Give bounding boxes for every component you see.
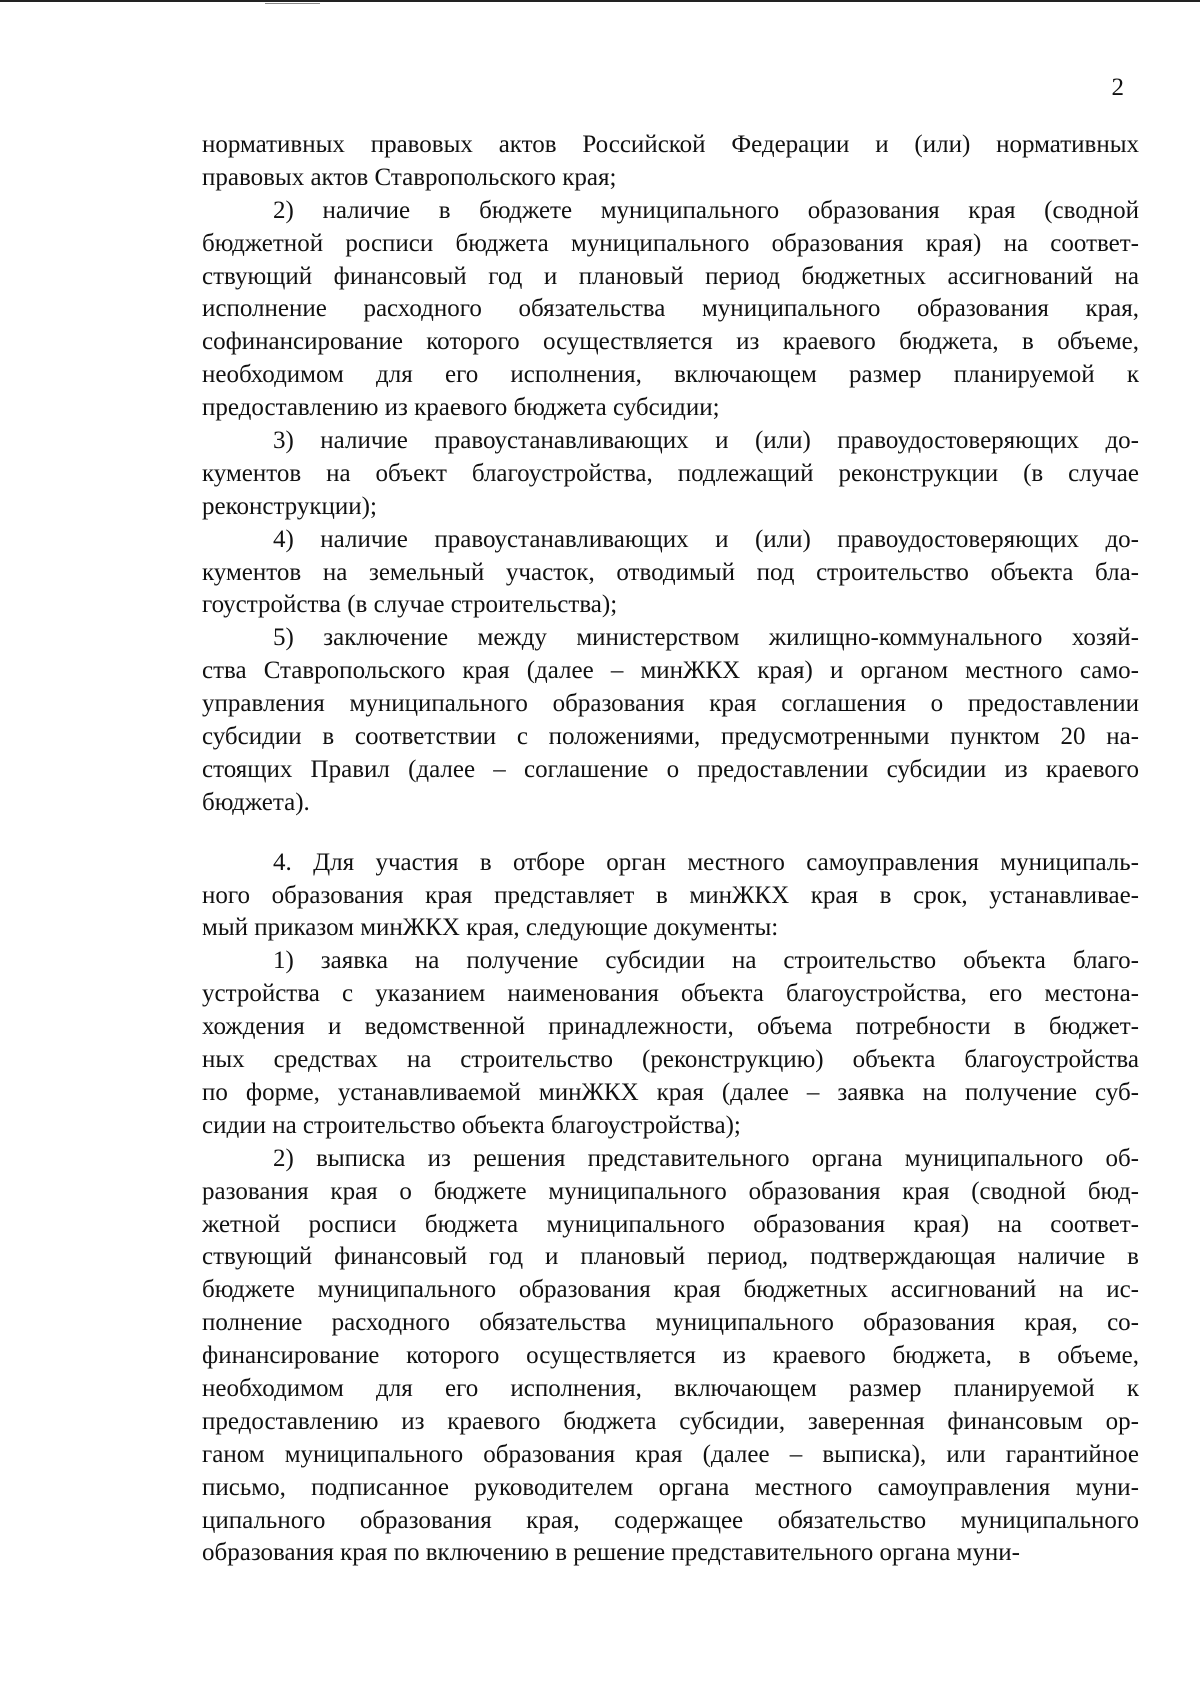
top-border-rule [0, 0, 1200, 2]
text-line: необходимом для его исполнения, включающем размер планируемой к [202, 361, 1139, 389]
text-line: ципального образования края, содержащее обязательство муниципального [202, 1506, 1139, 1534]
text-line: письмо, подписанное руководителем органа местного самоуправления муни- [202, 1473, 1139, 1501]
text-line: предоставлению из краевого бюджета субсидии; [202, 394, 720, 422]
text-line: 4) наличие правоустанавливающих и (или) правоудостоверяющих до- [273, 525, 1139, 553]
text-line: исполнение расходного обязательства муниципального образования края, [202, 295, 1139, 323]
top-border-mark [265, 3, 320, 4]
text-line: хождения и ведомственной принадлежности, объема потребности в бюджет- [202, 1013, 1139, 1041]
text-line: ствующий финансовый год и плановый период бюджетных ассигнований на [202, 262, 1139, 290]
text-line: жетной росписи бюджета муниципального образования края) на соответ- [202, 1210, 1139, 1238]
text-line: правовых актов Ставропольского края; [202, 163, 617, 191]
text-line: полнение расходного обязательства муниципального образования края, со- [202, 1309, 1139, 1337]
text-line: бюджета). [202, 788, 310, 816]
text-line: предоставлению из краевого бюджета субсидии, заверенная финансовым ор- [202, 1407, 1139, 1435]
text-line: ного образования края представляет в минЖКХ края в срок, устанавливае- [202, 881, 1139, 909]
text-line: софинансирование которого осуществляется из краевого бюджета, в объеме, [202, 328, 1139, 356]
paragraph [202, 945, 1139, 1142]
text-line: субсидии в соответствии с положениями, предусмотренными пунктом 20 на- [202, 723, 1139, 751]
paragraph [202, 1143, 1139, 1571]
text-line: ных средствах на строительство (реконструкцию) объекта благоустройства [202, 1046, 1139, 1074]
text-line: необходимом для его исполнения, включающем размер планируемой к [202, 1374, 1139, 1402]
text-line: 2) выписка из решения представительного органа муниципального об- [273, 1144, 1139, 1172]
text-line: гоустройства (в случае строительства); [202, 591, 618, 619]
section-gap [202, 820, 1139, 847]
text-line: управления муниципального образования края соглашения о предоставлении [202, 690, 1139, 718]
text-line: нормативных правовых актов Российской Федерации и (или) нормативных [202, 131, 1139, 158]
text-line: образования края по включению в решение представительного органа муни- [202, 1539, 1020, 1567]
document-section [202, 847, 1139, 1571]
text-line: сидии на строительство объекта благоустройства); [202, 1111, 741, 1139]
paragraph [202, 524, 1139, 623]
paragraph [202, 622, 1139, 819]
text-line: бюджете муниципального образования края бюджетных ассигнований на ис- [202, 1276, 1139, 1304]
text-line: кументов на объект благоустройства, подлежащий реконструкции (в случае [202, 459, 1139, 487]
page-number: 2 [1111, 74, 1124, 101]
text-line: реконструкции); [202, 492, 377, 520]
document-section [202, 129, 1139, 820]
text-line: бюджетной росписи бюджета муниципального образования края) на соответ- [202, 229, 1139, 257]
text-line: ствующий финансовый год и плановый период, подтверждающая наличие в [202, 1243, 1139, 1271]
paragraph [202, 195, 1139, 425]
text-line: мый приказом минЖКХ края, следующие документы: [202, 914, 779, 942]
text-line: устройства с указанием наименования объекта благоустройства, его местона- [202, 980, 1139, 1008]
text-line: 4. Для участия в отборе орган местного самоуправления муниципаль- [273, 848, 1139, 876]
paragraph [202, 425, 1139, 524]
document-body [202, 129, 1139, 1570]
text-line: разования края о бюджете муниципального образования края (сводной бюд- [202, 1177, 1139, 1205]
text-line: 3) наличие правоустанавливающих и (или) правоудостоверяющих до- [273, 427, 1139, 455]
text-line: финансирование которого осуществляется из краевого бюджета, в объеме, [202, 1342, 1139, 1370]
text-line: по форме, устанавливаемой минЖКХ края (далее – заявка на получение суб- [202, 1078, 1139, 1106]
text-line: ства Ставропольского края (далее – минЖКХ края) и органом местного само- [202, 657, 1139, 685]
text-line: стоящих Правил (далее – соглашение о предоставлении субсидии из краевого [202, 755, 1139, 783]
paragraph [202, 129, 1139, 195]
paragraph [202, 847, 1139, 946]
text-line: 2) наличие в бюджете муниципального образования края (сводной [273, 196, 1139, 224]
text-line: кументов на земельный участок, отводимый под строительство объекта бла- [202, 558, 1139, 586]
text-line: 5) заключение между министерством жилищно-коммунального хозяй- [273, 624, 1139, 652]
text-line: ганом муниципального образования края (далее – выписка), или гарантийное [202, 1440, 1139, 1468]
text-line: 1) заявка на получение субсидии на строительство объекта благо- [273, 947, 1139, 975]
